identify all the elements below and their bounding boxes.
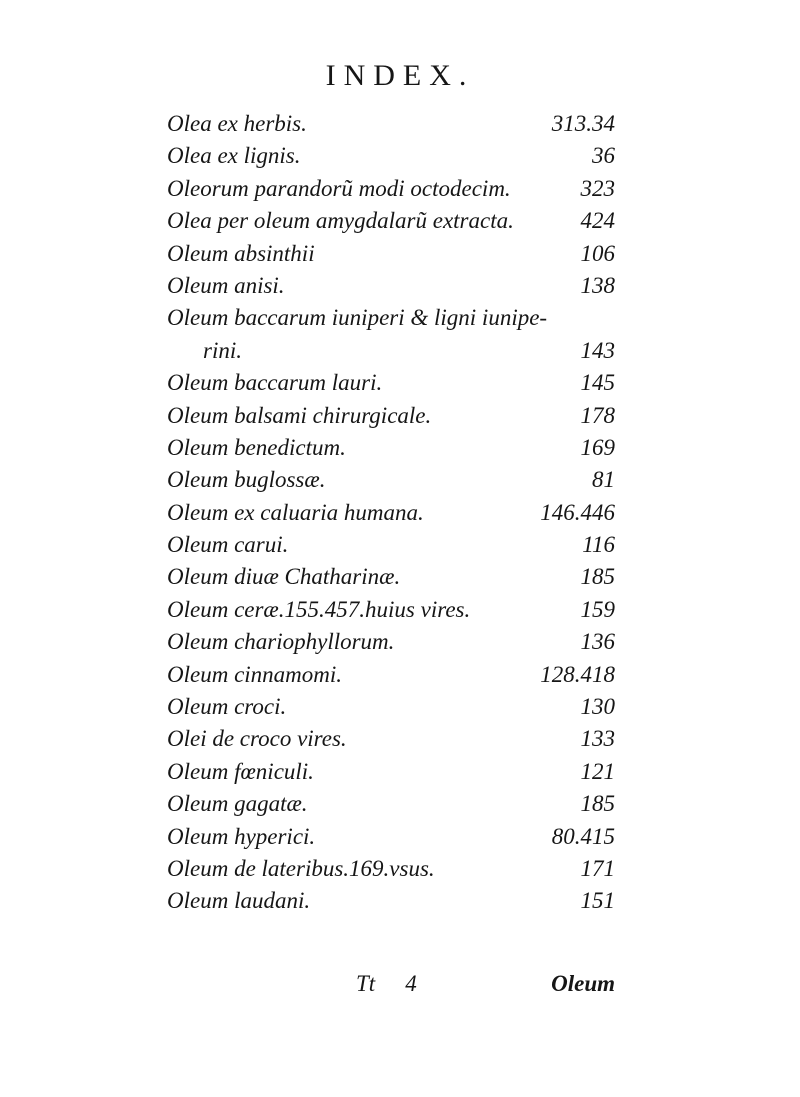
entry-page-ref: 106 — [580, 240, 615, 266]
entry-text: Olea ex herbis. — [167, 111, 307, 136]
page-footer — [0, 968, 800, 1000]
catchword: Oleum — [551, 971, 615, 996]
entry-page-ref: 185 — [580, 564, 615, 590]
entry-page-ref: 169 — [580, 434, 615, 460]
index-entry-continuation — [167, 335, 615, 367]
entry-text: Oleum gagatæ. — [167, 791, 308, 817]
entry-page-ref: 151 — [580, 888, 615, 914]
entry-text: rini. — [203, 337, 242, 363]
entry-text: Oleum absinthii — [167, 240, 315, 266]
entry-page-ref: 178 — [580, 402, 615, 428]
entry-text: Oleum carui. — [167, 532, 289, 558]
entry-page-ref: 424 — [580, 208, 615, 234]
entry-page-ref: 323 — [580, 175, 615, 201]
index-entry — [167, 561, 615, 593]
index-entry — [167, 108, 615, 140]
entry-text: Oleum fœniculi. — [167, 758, 314, 784]
signature-number: 4 — [405, 971, 417, 996]
entry-text: Oleum baccarum iuniperi & ligni iunipe- — [167, 305, 548, 331]
entry-page-ref: 81 — [592, 467, 615, 493]
entry-page-ref: 313.34 — [551, 111, 615, 136]
entry-text: Oleum anisi. — [167, 272, 285, 298]
index-entry — [167, 594, 615, 626]
entry-page-ref: 185 — [580, 791, 615, 817]
entry-page-ref: 146.446 — [540, 499, 615, 525]
index-entry — [167, 140, 615, 172]
signature-mark — [356, 968, 417, 1000]
index-entry — [167, 400, 615, 432]
entry-text: Oleum diuæ Chatharinæ. — [167, 564, 401, 590]
index-entry — [167, 367, 615, 399]
page-title: INDEX. — [325, 59, 475, 92]
index-entry — [167, 659, 615, 691]
index-entry — [167, 853, 615, 885]
entry-page-ref: 159 — [580, 596, 615, 622]
index-entry — [167, 723, 615, 755]
entry-page-ref: 80.415 — [551, 823, 615, 849]
entry-text: Oleum cinnamomi. — [167, 661, 343, 687]
entry-text: Oleum ceræ.155.457.huius vires. — [167, 596, 471, 622]
entry-text: Oleum chariophyllorum. — [167, 629, 395, 655]
index-entry — [167, 691, 615, 723]
index-entry — [167, 821, 615, 853]
entry-text: Oleorum parandorũ modi octodecim. — [167, 175, 511, 201]
entry-page-ref: 143 — [580, 337, 615, 363]
index-entry — [167, 432, 615, 464]
entry-page-ref: 145 — [580, 370, 615, 396]
entry-page-ref: 133 — [580, 726, 615, 752]
entry-text: Oleum croci. — [167, 694, 287, 720]
entry-text: Oleum de lateribus.169.vsus. — [167, 855, 435, 881]
entry-text: Oleum balsami chirurgicale. — [167, 402, 432, 428]
index-entry — [167, 529, 615, 561]
entry-page-ref: 138 — [580, 272, 615, 298]
index-entry — [167, 788, 615, 820]
entry-text: Oleum ex caluaria humana. — [167, 499, 424, 525]
index-entry — [167, 497, 615, 529]
entry-text: Oleum laudani. — [167, 888, 311, 914]
entry-text: Oleum benedictum. — [167, 434, 346, 460]
entry-text: Oleum hyperici. — [167, 823, 316, 849]
index-entry — [167, 626, 615, 658]
entry-text: Olei de croco vires. — [167, 726, 347, 752]
index-entry — [167, 173, 615, 205]
index-entry — [167, 205, 615, 237]
index-entry — [167, 756, 615, 788]
entry-text: Oleum buglossæ. — [167, 467, 326, 493]
index-entry — [167, 464, 615, 496]
index-list — [167, 108, 615, 918]
entry-page-ref: 116 — [582, 532, 615, 558]
index-entry — [167, 270, 615, 302]
index-entry — [167, 238, 615, 270]
index-entry — [167, 302, 615, 334]
entry-text: Olea per oleum amygdalarũ extracta. — [167, 208, 514, 234]
entry-page-ref: 36 — [592, 143, 615, 169]
entry-text: Olea ex lignis. — [167, 143, 301, 169]
entry-page-ref: 128.418 — [540, 661, 615, 687]
signature-letters: Tt — [356, 971, 376, 996]
entry-page-ref: 171 — [580, 855, 615, 881]
entry-page-ref: 130 — [580, 694, 615, 720]
index-entry — [167, 885, 615, 917]
entry-page-ref: 136 — [580, 629, 615, 655]
entry-text: Oleum baccarum lauri. — [167, 370, 383, 396]
entry-page-ref: 121 — [580, 758, 615, 784]
